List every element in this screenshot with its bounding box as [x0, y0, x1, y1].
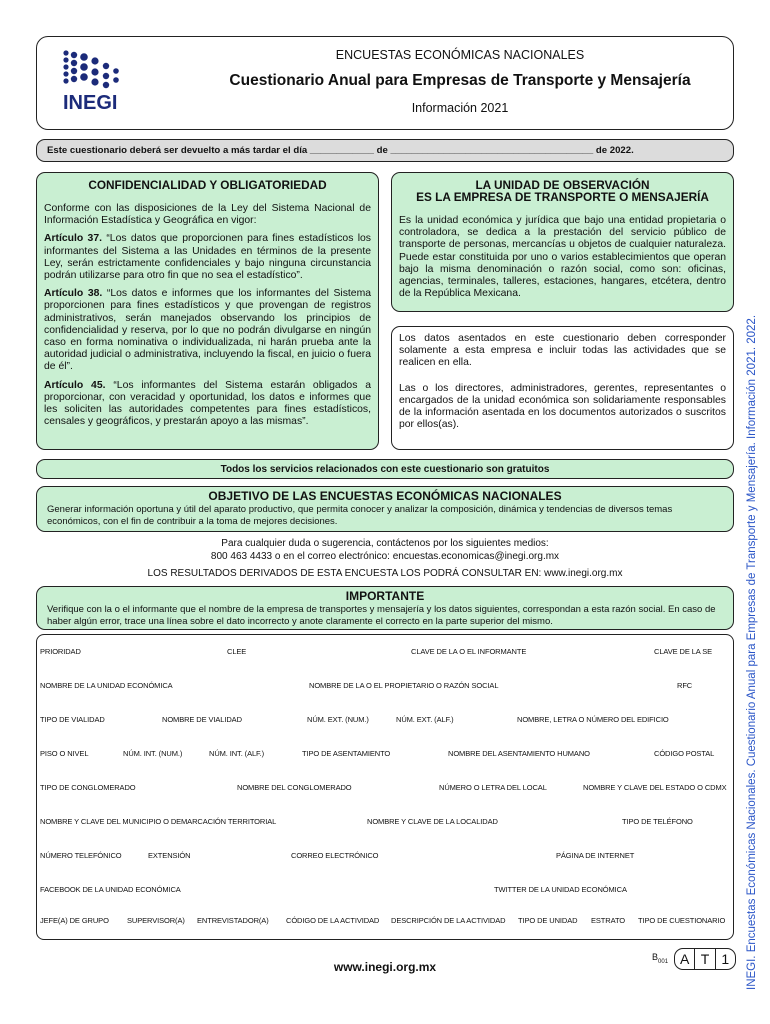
field-label[interactable]: CLAVE DE LA SE — [654, 647, 713, 656]
objective-panel — [36, 486, 734, 532]
field-label[interactable]: SUPERVISOR(A) — [127, 916, 185, 925]
form-code-box: A — [675, 949, 695, 969]
form-code-prefix: $B_{001}$ — [652, 952, 669, 965]
deadline-bar — [36, 139, 734, 162]
field-label[interactable]: TIPO DE CUESTIONARIO — [638, 916, 726, 925]
survey-name: ENCUESTAS ECONÓMICAS NACIONALES — [335, 48, 585, 62]
field-label[interactable]: CLEE — [227, 647, 247, 656]
field-label[interactable]: NÚM. INT. (NUM.) — [123, 749, 183, 758]
contact-line-2: 800 463 4433 o en el correo electrónico: encuestas.economicas@inegi.org.mx — [210, 551, 560, 562]
results-line: LOS RESULTADOS DERIVADOS DE ESTA ENCUESTA LOS PODRÁ CONSULTAR EN: www.inegi.org.mx — [147, 568, 623, 579]
logo-text: INEGI — [63, 92, 118, 114]
deadline-day-blank[interactable]: ____________ — [309, 145, 374, 156]
article-45: Artículo 45. “Los informantes del Sistema estarán obligados a proporcionar, con veracidad y oportunidad, los datos e informes que les soliciten las autoridades competentes para fines estadísticos, censales y geográficos, y prestarán apoyo a las mismas”. — [44, 379, 371, 428]
field-label[interactable]: TIPO DE VIALIDAD — [40, 715, 105, 724]
field-label[interactable]: ENTREVISTADOR(A) — [197, 916, 269, 925]
form-code-box: T — [695, 949, 715, 969]
field-label[interactable]: PÁGINA DE INTERNET — [556, 851, 635, 860]
field-row-4 — [37, 740, 733, 774]
field-label[interactable]: NOMBRE DE LA O EL PROPIETARIO O RAZÓN SOCIAL — [309, 681, 499, 690]
contact-line-1: Para cualquier duda o sugerencia, contáctenos por los siguientes medios: — [221, 538, 549, 549]
data-note-1: Los datos asentados en este cuestionario deben corresponder solamente a esta empresa e incluir todas las actividades que se realicen en ella. — [399, 333, 726, 369]
field-row-1 — [37, 638, 733, 672]
field-label[interactable]: NÚMERO TELEFÓNICO — [40, 851, 122, 860]
field-label[interactable]: PRIORIDAD — [40, 647, 81, 656]
form-code-boxes — [674, 948, 736, 970]
field-row-7 — [37, 842, 733, 876]
field-label[interactable]: NOMBRE Y CLAVE DEL ESTADO O CDMX — [583, 783, 727, 792]
field-label[interactable]: NÚM. INT. (ALF.) — [209, 749, 265, 758]
field-row-8 — [37, 876, 733, 910]
field-row-9 — [37, 907, 733, 941]
field-label[interactable]: TWITTER DE LA UNIDAD ECONÓMICA — [494, 885, 627, 894]
observation-unit-panel — [391, 172, 734, 312]
field-label[interactable]: TIPO DE ASENTAMIENTO — [302, 749, 391, 758]
field-row-6 — [37, 808, 733, 842]
field-label[interactable]: NÚM. EXT. (NUM.) — [307, 715, 369, 724]
important-panel — [36, 586, 734, 630]
field-row-3 — [37, 706, 733, 740]
deadline-month-blank[interactable]: ______________________________________ — [390, 145, 594, 156]
field-row-5 — [37, 774, 733, 808]
field-label[interactable]: DESCRIPCIÓN DE LA ACTIVIDAD — [391, 916, 506, 925]
deadline-suffix: de 2022. — [595, 145, 634, 156]
side-citation: INEGI. Encuestas Económicas Nacionales. Cuestionario Anual para Empresas de Transporte y Mensajería. Información 2021. 2022. — [746, 314, 758, 990]
field-label[interactable]: PISO O NIVEL — [40, 749, 89, 758]
field-label[interactable]: NOMBRE Y CLAVE DE LA LOCALIDAD — [367, 817, 498, 826]
data-notes-panel — [391, 326, 734, 450]
field-label[interactable]: CÓDIGO POSTAL — [654, 749, 715, 758]
unit-data-grid — [36, 634, 734, 940]
deadline-middle: de — [376, 145, 388, 156]
field-label[interactable]: NOMBRE DE LA UNIDAD ECONÓMICA — [40, 681, 173, 690]
field-label[interactable]: TIPO DE UNIDAD — [518, 916, 578, 925]
field-label[interactable]: NOMBRE DEL ASENTAMIENTO HUMANO — [448, 749, 590, 758]
form-code-box: 1 — [721, 951, 730, 967]
inegi-logo — [58, 47, 128, 117]
field-label[interactable]: TIPO DE TELÉFONO — [622, 817, 693, 826]
field-label[interactable]: RFC — [677, 681, 693, 690]
information-year: Información 2021 — [411, 101, 509, 115]
confidentiality-title: CONFIDENCIALIDAD Y OBLIGATORIEDAD — [88, 178, 327, 192]
field-label[interactable]: TIPO DE CONGLOMERADO — [40, 783, 136, 792]
observation-unit-text: Es la unidad económica y jurídica que bajo una entidad propietaria o controladora, se dedica a la prestación del servicio público de transporte de personas, mercancías u objetos de cualquier naturaleza. Puede estar constituida por uno o varios establecimientos que operan bajo la misma denominación o razón social, como son: oficinas, agencias, terminales, talleres, estaciones, hangares, etcétera, dentro de la República Mexicana. — [399, 215, 726, 300]
data-note-2: Las o los directores, administradores, gerentes, representantes o encargados de la unidad económica son solidariamente responsables de la información asentada en los documentos autorizados o suscritos por ellos(as). — [399, 382, 726, 431]
important-text: Verifique con la o el informante que el nombre de la empresa de transportes y mensajería y los datos siguientes, correspondan a esta razón social. En caso de haber algún error, trace una línea sobre el dato incorrecto y anote claramente el correcto en la parte superior del mismo. — [47, 604, 716, 627]
questionnaire-title: Cuestionario Anual para Empresas de Transporte y Mensajería — [229, 72, 691, 89]
deadline-prefix: Este cuestionario deberá ser devuelto a más tardar el día — [47, 145, 308, 156]
article-37: Artículo 37. “Los datos que proporcionen para fines estadísticos los informantes del Sistema a las Unidades en términos de la presente Ley, serán estrictamente confidenciales y bajo ninguna circunstancia podrán utilizarse para otro fin que no sea el estadístico”. — [44, 233, 371, 282]
footer-url[interactable]: www.inegi.org.mx — [333, 960, 437, 974]
field-label[interactable]: CORREO ELECTRÓNICO — [291, 851, 379, 860]
observation-unit-title: LA UNIDAD DE OBSERVACIÓN ES LA EMPRESA DE TRANSPORTE O MENSAJERÍA — [416, 178, 709, 204]
field-label[interactable]: CÓDIGO DE LA ACTIVIDAD — [286, 916, 380, 925]
field-label[interactable]: NOMBRE Y CLAVE DEL MUNICIPIO O DEMARCACIÓN TERRITORIAL — [40, 817, 277, 826]
confidentiality-intro: Conforme con las disposiciones de la Ley del Sistema Nacional de Información Estadística y Geográfica en vigor: — [44, 203, 371, 227]
objective-text: Generar información oportuna y útil del aparato productivo, que permita conocer y analizar la composición, dinámica y tendencias de diversos temas económicos, con el fin de contribuir a la toma de mejores decisiones. — [47, 504, 673, 527]
field-label[interactable]: NOMBRE DEL CONGLOMERADO — [237, 783, 352, 792]
field-label[interactable]: NOMBRE DE VIALIDAD — [162, 715, 242, 724]
field-label[interactable]: CLAVE DE LA O EL INFORMANTE — [411, 647, 527, 656]
free-services-bar: Todos los servicios relacionados con este cuestionario son gratuitos — [36, 459, 734, 479]
field-label[interactable]: FACEBOOK DE LA UNIDAD ECONÓMICA — [40, 885, 181, 894]
confidentiality-panel — [36, 172, 379, 450]
article-38: Artículo 38. “Los datos e informes que los informantes del Sistema proporcionen para fines estadísticos y que provengan de registros administrativos, serán manejados observando los principios de confidencialidad y reserva, por lo que no podrán divulgarse en ningún caso en forma nominativa o individualizada, ni harán prueba ante la autoridad judicial o administrativa, incluyendo la fiscal, en juicio o fuera de él”. — [44, 288, 372, 373]
field-label[interactable]: NÚM. EXT. (ALF.) — [396, 715, 454, 724]
important-title: IMPORTANTE — [345, 589, 425, 603]
field-label[interactable]: ESTRATO — [591, 916, 626, 925]
field-label[interactable]: NÚMERO O LETRA DEL LOCAL — [439, 783, 547, 792]
field-label[interactable]: NOMBRE, LETRA O NÚMERO DEL EDIFICIO — [517, 715, 669, 724]
objective-title: OBJETIVO DE LAS ENCUESTAS ECONÓMICAS NACIONALES — [208, 489, 562, 503]
field-label[interactable]: EXTENSIÓN — [148, 851, 191, 860]
field-row-2 — [37, 672, 733, 706]
field-label[interactable]: JEFE(A) DE GRUPO — [40, 916, 109, 925]
